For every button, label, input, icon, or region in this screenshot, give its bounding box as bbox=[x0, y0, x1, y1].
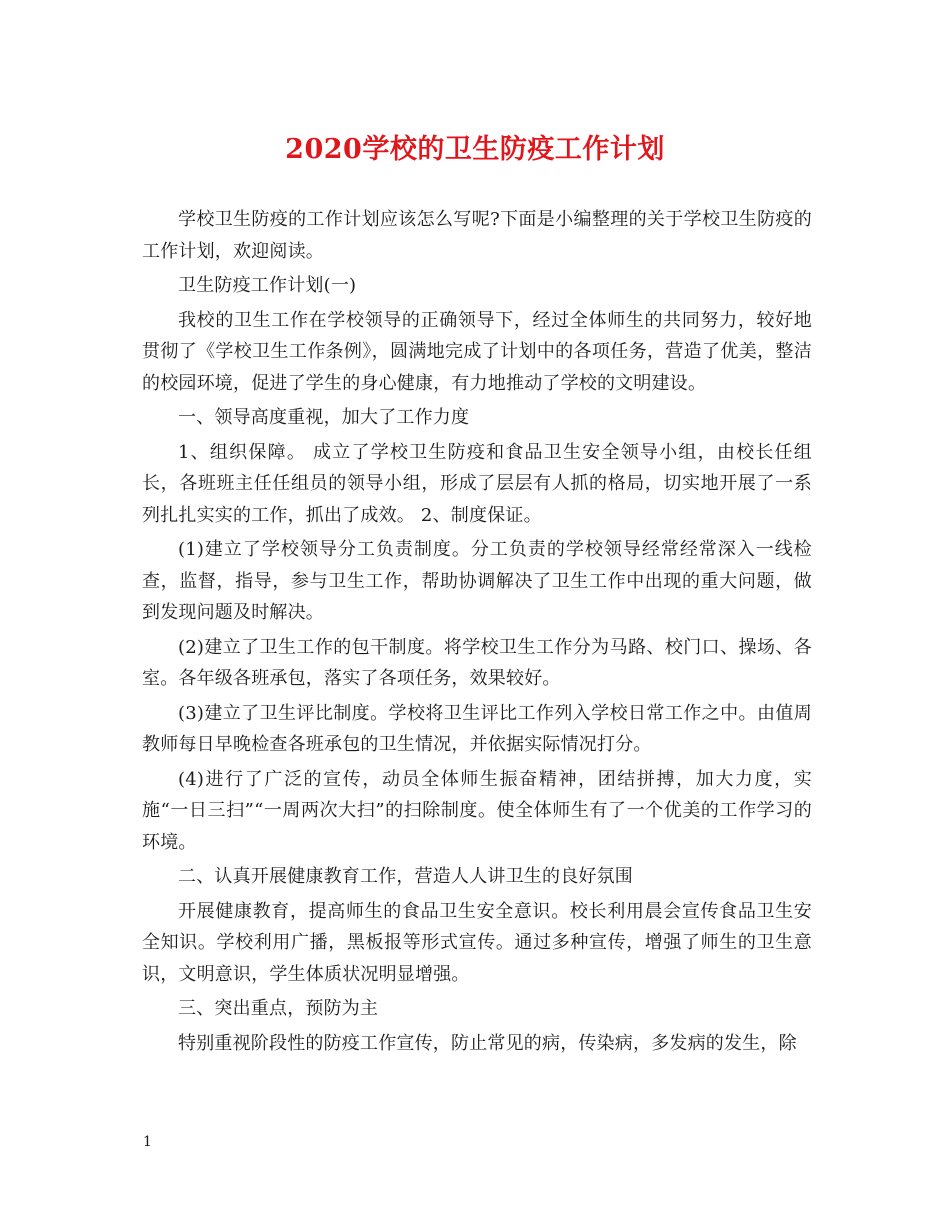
paragraph: 特别重视阶段性的防疫工作宣传，防止常见的病，传染病，多发病的发生，除 bbox=[178, 1032, 797, 1054]
page-number: 1 bbox=[143, 1134, 152, 1150]
section-heading: 三、突出重点，预防为主 bbox=[178, 998, 379, 1019]
paragraph: (4)进行了广泛的宣传，动员全体师生振奋精神，团结拼搏，加大力度，实施“一日三扫”“一周两次大扫”的扫除制度。使全体师生有了一个优美的工作学习的环境。 bbox=[142, 768, 812, 853]
section-heading: 二、认真开展健康教育工作，营造人人讲卫生的良好氛围 bbox=[178, 866, 633, 887]
paragraph: (3)建立了卫生评比制度。学校将卫生评比工作列入学校日常工作之中。由值周教师每日早晚检查各班承包的卫生情况，并依据实际情况打分。 bbox=[142, 702, 812, 755]
paragraph: 学校卫生防疫的工作计划应该怎么写呢?下面是小编整理的关于学校卫生防疫的工作计划，欢迎阅读。 bbox=[142, 209, 812, 262]
section-heading: 一、领导高度重视，加大了工作力度 bbox=[178, 407, 470, 428]
document-body bbox=[142, 204, 812, 1062]
paragraph: 开展健康教育，提高师生的食品卫生安全意识。校长利用晨会宣传食品卫生安全知识。学校利用广播，黑板报等形式宣传。通过多种宣传，增强了师生的卫生意识，文明意识，学生体质状况明显增强。 bbox=[142, 900, 812, 985]
paragraph: 我校的卫生工作在学校领导的正确领导下，经过全体师生的共同努力，较好地贯彻了《学校卫生工作条例》，圆满地完成了计划中的各项任务，营造了优美，整洁的校园环境，促进了学生的身心健康，有力地推动了学校的文明建设。 bbox=[142, 309, 812, 394]
paragraph: 1、组织保障。 成立了学校卫生防疫和食品卫生安全领导小组，由校长任组长，各班班主任任组员的领导小组，形成了层层有人抓的格局，切实地开展了一系列扎扎实实的工作，抓出了成效。 2、制度保证。 bbox=[142, 441, 812, 526]
paragraph: (2)建立了卫生工作的包干制度。将学校卫生工作分为马路、校门口、操场、各室。各年级各班承包，落实了各项任务，效果较好。 bbox=[142, 636, 812, 689]
paragraph: (1)建立了学校领导分工负责制度。分工负责的学校领导经常经常深入一线检查，监督，指导，参与卫生工作，帮助协调解决了卫生工作中出现的重大问题，做到发现问题及时解决。 bbox=[142, 539, 812, 623]
section-heading: 卫生防疫工作计划(一) bbox=[178, 275, 357, 296]
document-title: 2020学校的卫生防疫工作计划 bbox=[285, 134, 665, 165]
